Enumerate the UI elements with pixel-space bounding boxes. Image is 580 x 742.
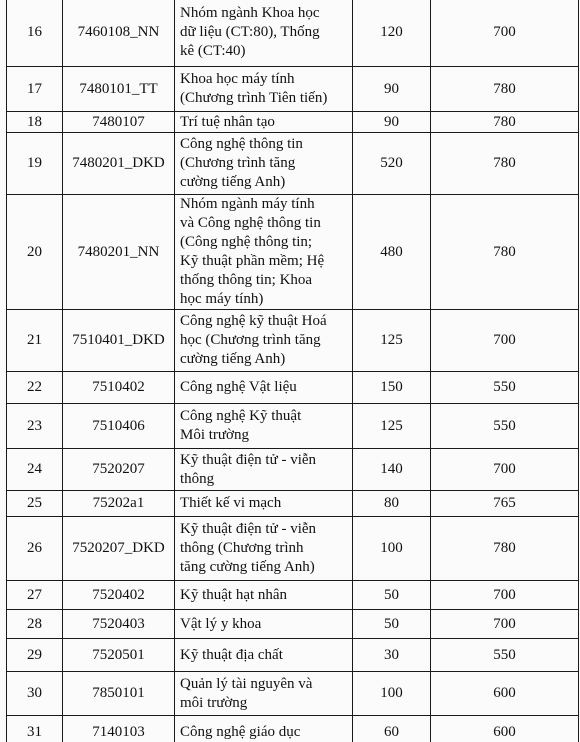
- table-row: [7, 133, 579, 195]
- major-code: 7480107: [63, 112, 175, 133]
- major-code: 7520403: [63, 610, 175, 639]
- row-number: 27: [7, 581, 63, 610]
- major-name: Kỹ thuật điện tử - viễn thông (Chương trình tăng cường tiếng Anh): [175, 517, 353, 581]
- min-score-value: 550: [431, 639, 579, 672]
- table-row: [7, 610, 579, 639]
- major-code: 7460108_NN: [63, 0, 175, 67]
- quota-value: 90: [353, 67, 431, 112]
- major-name: Công nghệ Kỹ thuật Môi trường: [175, 404, 353, 449]
- table-row: [7, 310, 579, 372]
- table-row: [7, 581, 579, 610]
- row-number: 16: [7, 0, 63, 67]
- quota-value: 120: [353, 0, 431, 67]
- major-code: 7510401_DKD: [63, 310, 175, 372]
- min-score-value: 780: [431, 67, 579, 112]
- major-code: 75202a1: [63, 491, 175, 517]
- table-row: [7, 517, 579, 581]
- quota-value: 30: [353, 639, 431, 672]
- row-number: 26: [7, 517, 63, 581]
- admissions-table: [6, 0, 579, 742]
- major-name: Nhóm ngành máy tính và Công nghệ thông tin (Công nghệ thông tin; Kỹ thuật phần mềm; Hệ thống thông tin; Khoa học máy tính): [175, 195, 353, 310]
- row-number: 29: [7, 639, 63, 672]
- row-number: 22: [7, 372, 63, 404]
- min-score-value: 550: [431, 404, 579, 449]
- row-number: 21: [7, 310, 63, 372]
- table-row: [7, 639, 579, 672]
- quota-value: 60: [353, 716, 431, 742]
- min-score-value: 700: [431, 310, 579, 372]
- major-name: Kỹ thuật hạt nhân: [175, 581, 353, 610]
- min-score-value: 700: [431, 581, 579, 610]
- quota-value: 90: [353, 112, 431, 133]
- table-row: [7, 672, 579, 716]
- quota-value: 125: [353, 310, 431, 372]
- table-row: [7, 449, 579, 491]
- row-number: 20: [7, 195, 63, 310]
- major-name: Kỹ thuật địa chất: [175, 639, 353, 672]
- table-row: [7, 0, 579, 67]
- major-name: Quản lý tài nguyên và môi trường: [175, 672, 353, 716]
- min-score-value: 780: [431, 195, 579, 310]
- min-score-value: 600: [431, 672, 579, 716]
- major-code: 7520402: [63, 581, 175, 610]
- major-code: 7480201_NN: [63, 195, 175, 310]
- row-number: 25: [7, 491, 63, 517]
- major-name: Công nghệ giáo dục: [175, 716, 353, 742]
- table-row: [7, 491, 579, 517]
- major-name: Khoa học máy tính (Chương trình Tiên tiến): [175, 67, 353, 112]
- major-name: Trí tuệ nhân tạo: [175, 112, 353, 133]
- row-number: 28: [7, 610, 63, 639]
- min-score-value: 780: [431, 133, 579, 195]
- table-row: [7, 195, 579, 310]
- row-number: 19: [7, 133, 63, 195]
- quota-value: 100: [353, 517, 431, 581]
- major-code: 7140103: [63, 716, 175, 742]
- major-code: 7510402: [63, 372, 175, 404]
- table-row: [7, 716, 579, 742]
- quota-value: 150: [353, 372, 431, 404]
- table-body: [7, 0, 579, 742]
- major-code: 7520501: [63, 639, 175, 672]
- min-score-value: 780: [431, 112, 579, 133]
- min-score-value: 765: [431, 491, 579, 517]
- quota-value: 50: [353, 610, 431, 639]
- quota-value: 100: [353, 672, 431, 716]
- table-row: [7, 67, 579, 112]
- quota-value: 80: [353, 491, 431, 517]
- row-number: 30: [7, 672, 63, 716]
- major-name: Công nghệ kỹ thuật Hoá học (Chương trình tăng cường tiếng Anh): [175, 310, 353, 372]
- row-number: 17: [7, 67, 63, 112]
- major-name: Vật lý y khoa: [175, 610, 353, 639]
- quota-value: 140: [353, 449, 431, 491]
- quota-value: 125: [353, 404, 431, 449]
- major-code: 7520207_DKD: [63, 517, 175, 581]
- table-row: [7, 372, 579, 404]
- major-name: Nhóm ngành Khoa học dữ liệu (CT:80), Thống kê (CT:40): [175, 0, 353, 67]
- major-code: 7480101_TT: [63, 67, 175, 112]
- major-code: 7520207: [63, 449, 175, 491]
- min-score-value: 700: [431, 0, 579, 67]
- table-row: [7, 404, 579, 449]
- major-name: Thiết kế vi mạch: [175, 491, 353, 517]
- quota-value: 520: [353, 133, 431, 195]
- major-code: 7480201_DKD: [63, 133, 175, 195]
- major-name: Công nghệ Vật liệu: [175, 372, 353, 404]
- quota-value: 50: [353, 581, 431, 610]
- major-code: 7850101: [63, 672, 175, 716]
- major-name: Công nghệ thông tin (Chương trình tăng cường tiếng Anh): [175, 133, 353, 195]
- row-number: 23: [7, 404, 63, 449]
- min-score-value: 700: [431, 610, 579, 639]
- table-row: [7, 112, 579, 133]
- min-score-value: 780: [431, 517, 579, 581]
- quota-value: 480: [353, 195, 431, 310]
- min-score-value: 550: [431, 372, 579, 404]
- major-name: Kỹ thuật điện tử - viễn thông: [175, 449, 353, 491]
- row-number: 31: [7, 716, 63, 742]
- row-number: 24: [7, 449, 63, 491]
- major-code: 7510406: [63, 404, 175, 449]
- min-score-value: 600: [431, 716, 579, 742]
- row-number: 18: [7, 112, 63, 133]
- min-score-value: 700: [431, 449, 579, 491]
